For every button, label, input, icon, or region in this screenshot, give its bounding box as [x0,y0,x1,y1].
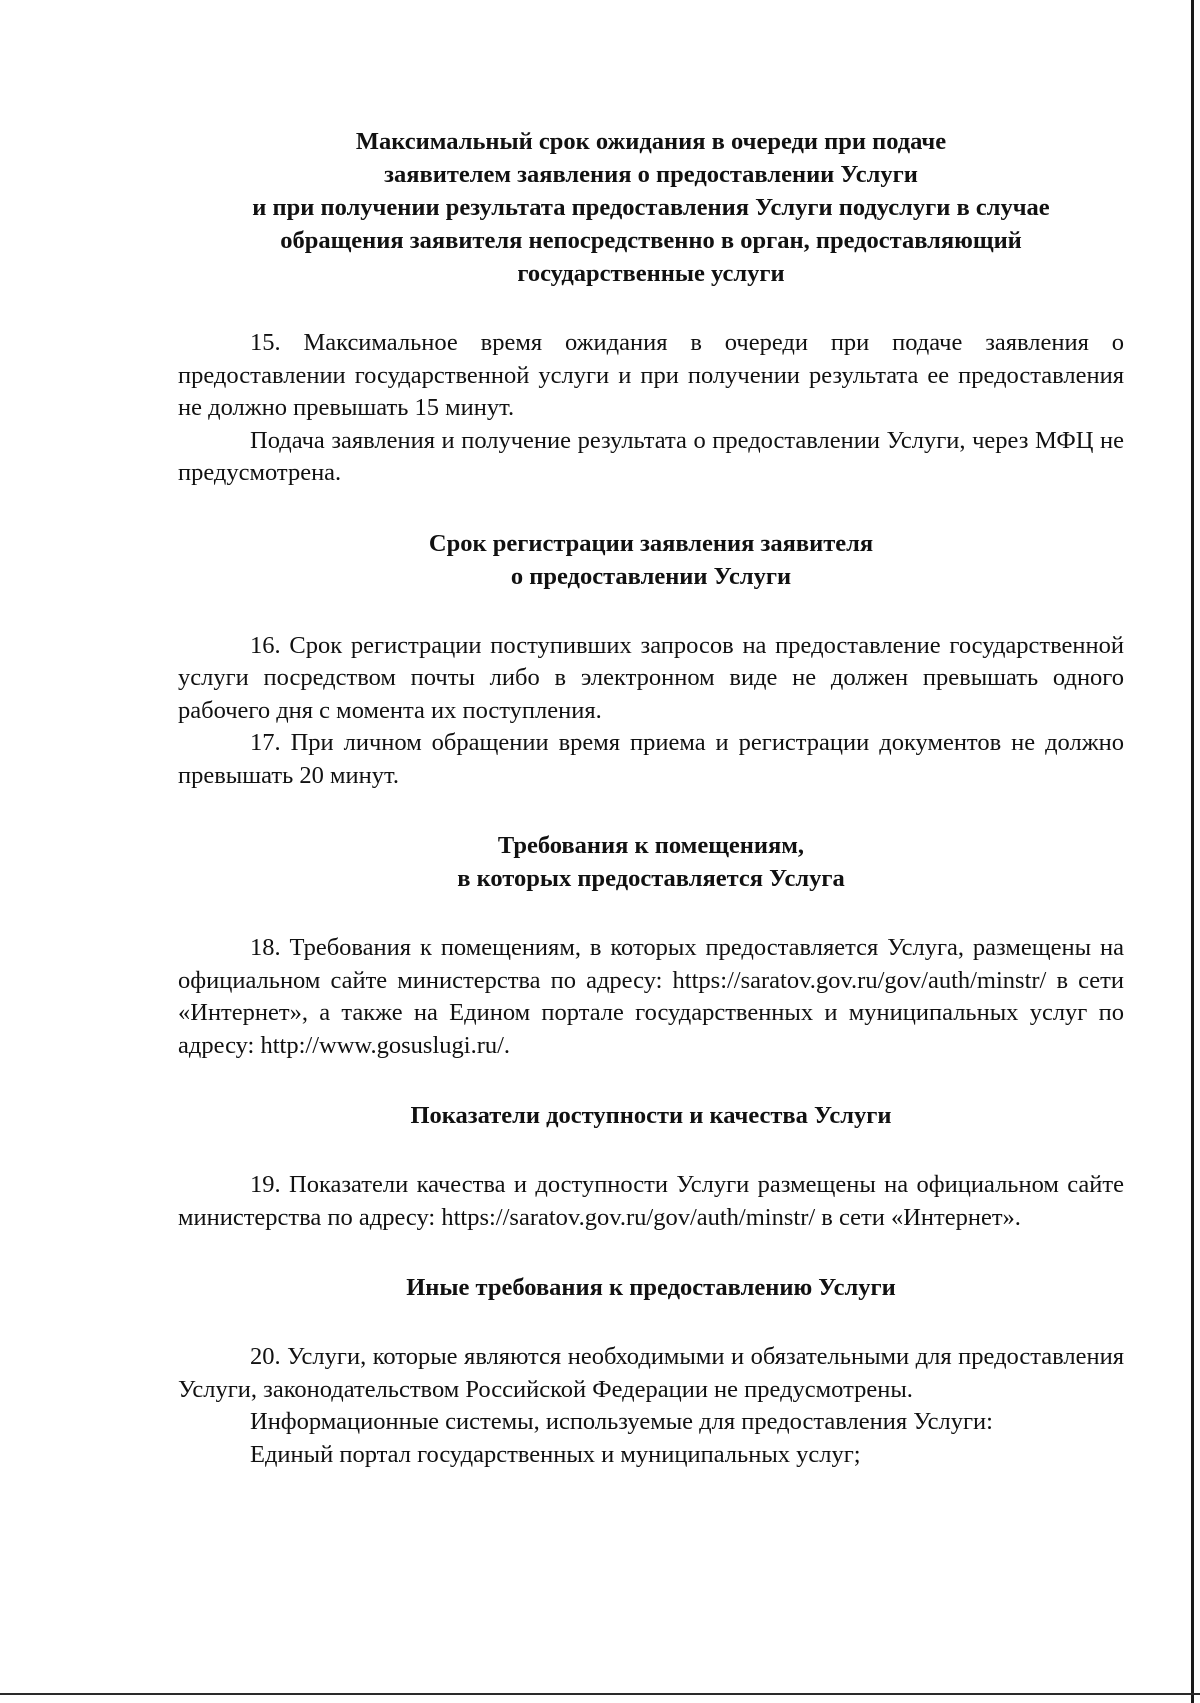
heading-registration-term [178,527,1124,593]
heading-line: государственные услуги [517,260,785,287]
heading-other-requirements [178,1271,1124,1304]
heading-line: Иные требования к предоставлению Услуги [406,1274,896,1301]
paragraph-20-portal: Единый портал государственных и муниципальных услуг; [250,1440,861,1468]
scan-border-bottom [0,1693,1200,1695]
scan-border-right [1191,0,1194,1703]
heading-line: Срок регистрации заявления заявителя [428,529,874,557]
heading-line: о предоставлении Услуги [510,562,792,590]
paragraph-17: 17. При личном обращении время приема и регистрации документов не должно превышать 20 минут. [178,729,1124,789]
paragraph-15: 15. Максимальное время ожидания в очереди при подаче заявления о предоставлении государственной услуги и при получении результата ее предоставления не должно превышать 15 минут. [178,329,1124,421]
heading-waiting-time [178,125,1124,290]
paragraph-18: 18. Требования к помещениям, в которых предоставляется Услуга, размещены на официальном сайте министерства по адресу: https://saratov.gov.ru/gov/auth/minstr/ в сети «Интернет», а также на Едином портале государственных и муниципальных услуг по адресу: http://www.gosuslugi.ru/. [178,934,1124,1059]
paragraph-19: 19. Показатели качества и доступности Услуги размещены на официальном сайте министерства по адресу: https://saratov.gov.ru/gov/auth/minstr/ в сети «Интернет». [178,1171,1124,1231]
heading-line: в которых предоставляется Услуга [457,865,845,892]
heading-line: обращения заявителя непосредственно в орган, предоставляющий [280,227,1022,254]
heading-line: заявителем заявления о предоставлении Услуги [384,161,918,188]
heading-premises-requirements [178,829,1124,895]
paragraph-16: 16. Срок регистрации поступивших запросов на предоставление государственной услуги посредством почты либо в электронном виде не должен превышать одного рабочего дня с момента их поступления. [178,631,1124,724]
document-page [178,125,1124,1471]
heading-line: Требования к помещениям, [497,832,805,859]
paragraph-20-info-systems: Информационные системы, используемые для предоставления Услуги: [250,1408,993,1435]
heading-line: и при получении результата предоставления Услуги подуслуги в случае [252,194,1050,221]
heading-line: Показатели доступности и качества Услуги [410,1102,892,1129]
heading-quality-indicators [178,1099,1124,1132]
paragraph-20: 20. Услуги, которые являются необходимыми и обязательными для предоставления Услуги, законодательством Российской Федерации не предусмотрены. [178,1343,1124,1403]
heading-line: Максимальный срок ожидания в очереди при подаче [355,128,947,155]
paragraph-15-mfc: Подача заявления и получение результата о предоставлении Услуги, через МФЦ не предусмотрена. [178,426,1124,486]
